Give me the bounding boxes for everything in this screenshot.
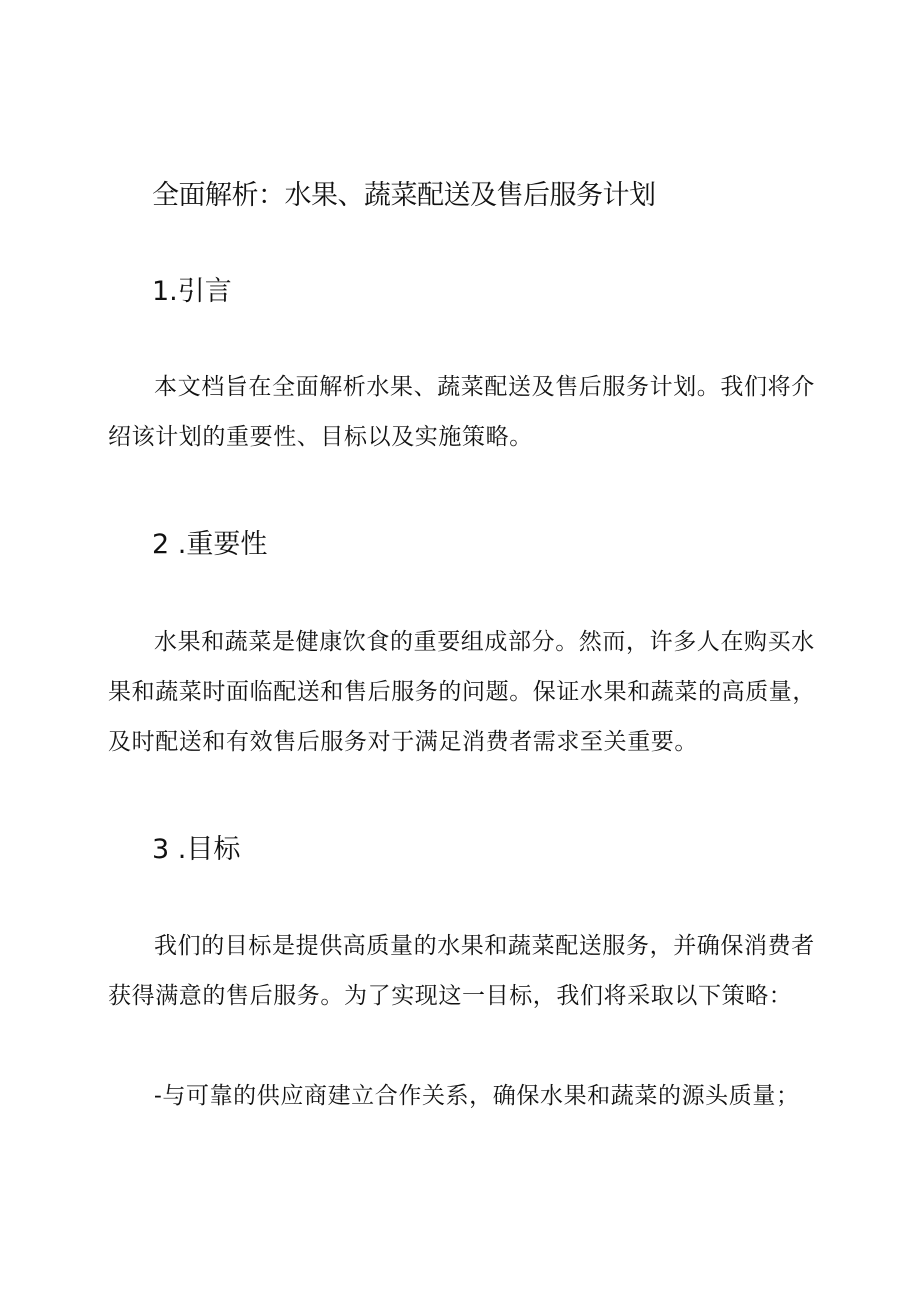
document-title: 全面解析：水果、蔬菜配送及售后服务计划 bbox=[152, 180, 656, 211]
section-heading-goals: 3 .目标 bbox=[152, 834, 241, 865]
section-heading-importance: 2 .重要性 bbox=[152, 529, 268, 560]
list-item: -与可靠的供应商建立合作关系，确保水果和蔬菜的源头质量； bbox=[154, 1083, 800, 1109]
section-heading-introduction: 1.引言 bbox=[152, 276, 232, 307]
section-paragraph-goals: 我们的目标是提供高质量的水果和蔬菜配送服务，并确保消费者获得满意的售后服务。为了实现这一目标，我们将采取以下策略： bbox=[108, 933, 815, 1009]
section-paragraph-introduction: 本文档旨在全面解析水果、蔬菜配送及售后服务计划。我们将介绍该计划的重要性、目标以及实施策略。 bbox=[108, 374, 815, 450]
section-paragraph-importance: 水果和蔬菜是健康饮食的重要组成部分。然而，许多人在购买水果和蔬菜时面临配送和售后服务的问题。保证水果和蔬菜的高质量，及时配送和有效售后服务对于满足消费者需求至关重要。 bbox=[108, 629, 816, 755]
